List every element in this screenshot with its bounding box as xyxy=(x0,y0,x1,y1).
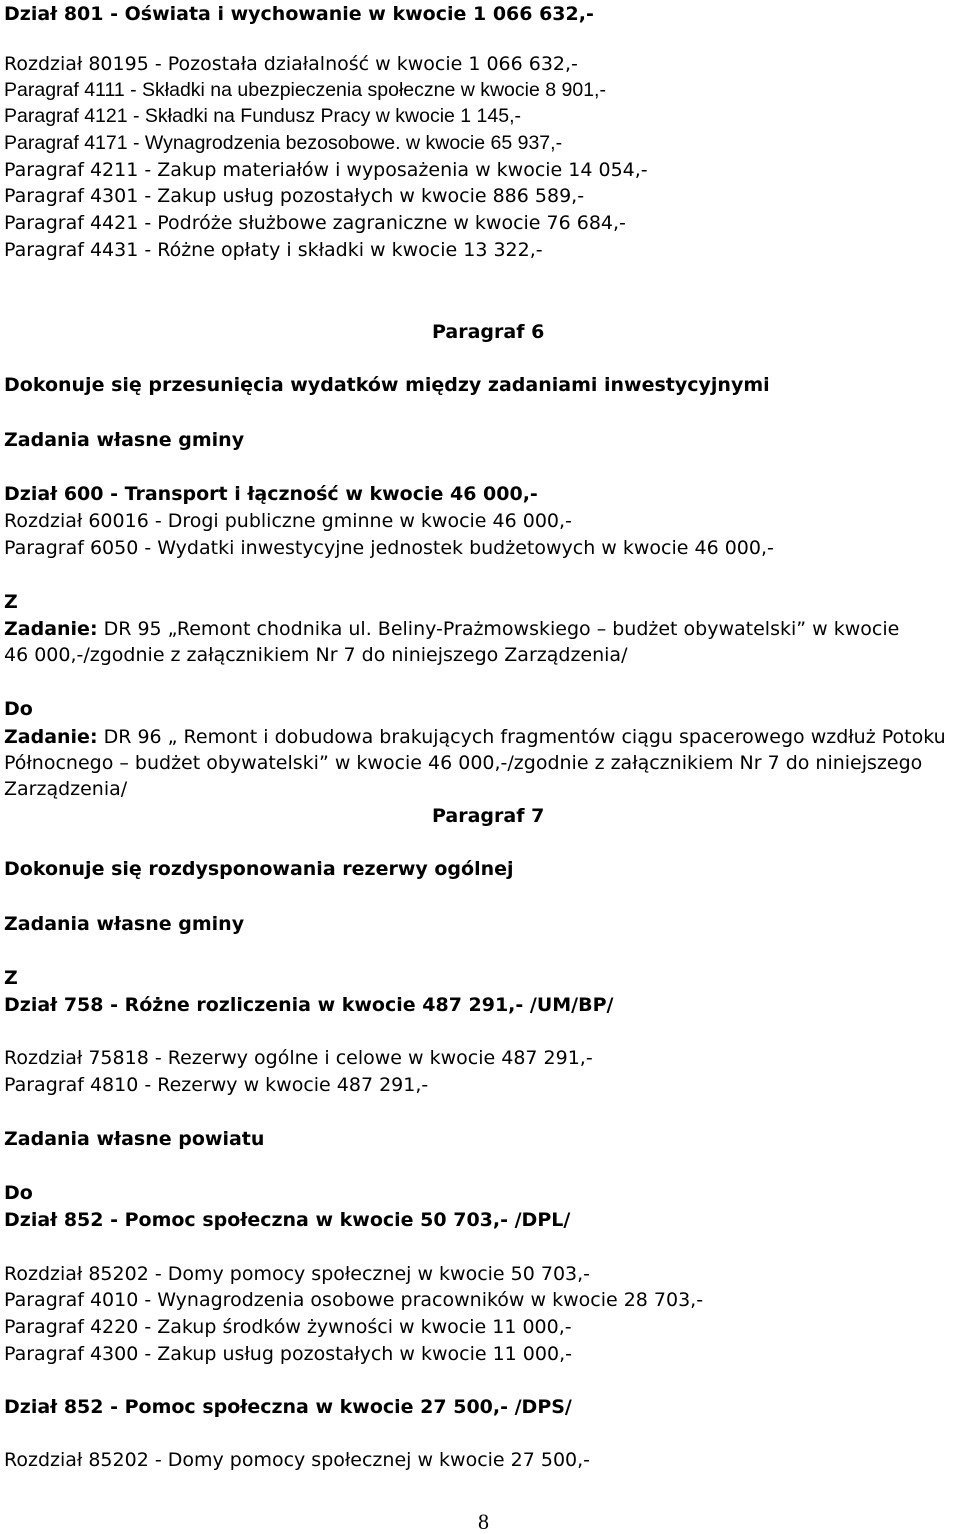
paragraf-6-intro: Dokonuje się przesunięcia wydatków między zadaniami inwestycyjnymi xyxy=(4,374,770,396)
z-label-2: Z xyxy=(4,967,18,989)
zadanie-dr-96-cont2: Zarządzenia/ xyxy=(4,778,128,800)
zadanie-dr-96-cont: Północnego – budżet obywatelski” w kwocie 46 000,-/zgodnie z załącznikiem Nr 7 do niniejszego xyxy=(4,752,923,774)
paragraf-4121: Paragraf 4121 - Składki na Fundusz Pracy w kwocie 1 145,- xyxy=(4,105,522,127)
zadanie-dr-95-text: DR 95 „Remont chodnika ul. Beliny-Prażmowskiego – budżet obywatelski” w kwocie xyxy=(97,618,900,640)
dzial-852-dps: Dział 852 - Pomoc społeczna w kwocie 27 500,- /DPS/ xyxy=(4,1396,572,1418)
zadanie-dr-96 xyxy=(4,725,946,749)
zadania-wlasne-gminy-2: Zadania własne gminy xyxy=(4,913,245,935)
rozdzial-85202-dps: Rozdział 85202 - Domy pomocy społecznej w kwocie 27 500,- xyxy=(4,1449,591,1471)
dzial-801-heading: Dział 801 - Oświata i wychowanie w kwocie 1 066 632,- xyxy=(4,3,594,25)
paragraf-4810: Paragraf 4810 - Rezerwy w kwocie 487 291,- xyxy=(4,1074,429,1096)
paragraf-4431: Paragraf 4431 - Różne opłaty i składki w kwocie 13 322,- xyxy=(4,239,543,261)
paragraf-6050: Paragraf 6050 - Wydatki inwestycyjne jednostek budżetowych w kwocie 46 000,- xyxy=(4,537,774,559)
do-label-2: Do xyxy=(4,1182,33,1204)
zadanie-label: Zadanie: xyxy=(4,618,98,640)
z-label-1: Z xyxy=(4,591,18,613)
zadanie-dr-95 xyxy=(4,617,899,641)
zadanie-dr-95-cont: 46 000,-/zgodnie z załącznikiem Nr 7 do niniejszego Zarządzenia/ xyxy=(4,644,628,666)
rozdzial-75818: Rozdział 75818 - Rezerwy ogólne i celowe w kwocie 487 291,- xyxy=(4,1047,593,1069)
page-number: 8 xyxy=(478,1509,489,1534)
paragraf-4301: Paragraf 4301 - Zakup usług pozostałych w kwocie 886 589,- xyxy=(4,185,585,207)
do-label-1: Do xyxy=(4,698,33,720)
dzial-852-dpl: Dział 852 - Pomoc społeczna w kwocie 50 703,- /DPL/ xyxy=(4,1209,571,1231)
paragraf-6-heading: Paragraf 6 xyxy=(432,321,545,343)
paragraf-4211: Paragraf 4211 - Zakup materiałów i wyposażenia w kwocie 14 054,- xyxy=(4,159,648,181)
rozdzial-85202-dpl: Rozdział 85202 - Domy pomocy społecznej w kwocie 50 703,- xyxy=(4,1263,591,1285)
paragraf-4111: Paragraf 4111 - Składki na ubezpieczenia społeczne w kwocie 8 901,- xyxy=(4,79,606,101)
rozdzial-80195: Rozdział 80195 - Pozostała działalność w kwocie 1 066 632,- xyxy=(4,53,578,75)
dzial-758: Dział 758 - Różne rozliczenia w kwocie 487 291,- /UM/BP/ xyxy=(4,994,614,1016)
rozdzial-60016: Rozdział 60016 - Drogi publiczne gminne w kwocie 46 000,- xyxy=(4,510,572,532)
paragraf-7-heading: Paragraf 7 xyxy=(432,805,545,827)
paragraf-4010: Paragraf 4010 - Wynagrodzenia osobowe pracowników w kwocie 28 703,- xyxy=(4,1289,704,1311)
paragraf-7-intro: Dokonuje się rozdysponowania rezerwy ogólnej xyxy=(4,858,514,880)
paragraf-4300: Paragraf 4300 - Zakup usług pozostałych w kwocie 11 000,- xyxy=(4,1343,572,1365)
zadanie-label: Zadanie: xyxy=(4,726,98,748)
paragraf-4171: Paragraf 4171 - Wynagrodzenia bezosobowe. w kwocie 65 937,- xyxy=(4,132,563,154)
paragraf-4421: Paragraf 4421 - Podróże służbowe zagraniczne w kwocie 76 684,- xyxy=(4,212,626,234)
zadanie-dr-96-text: DR 96 „ Remont i dobudowa brakujących fragmentów ciągu spacerowego wzdłuż Potoku xyxy=(97,726,946,748)
dzial-600: Dział 600 - Transport i łączność w kwocie 46 000,- xyxy=(4,483,538,505)
zadania-wlasne-gminy-1: Zadania własne gminy xyxy=(4,429,245,451)
paragraf-4220: Paragraf 4220 - Zakup środków żywności w kwocie 11 000,- xyxy=(4,1316,572,1338)
zadania-wlasne-powiatu: Zadania własne powiatu xyxy=(4,1128,265,1150)
